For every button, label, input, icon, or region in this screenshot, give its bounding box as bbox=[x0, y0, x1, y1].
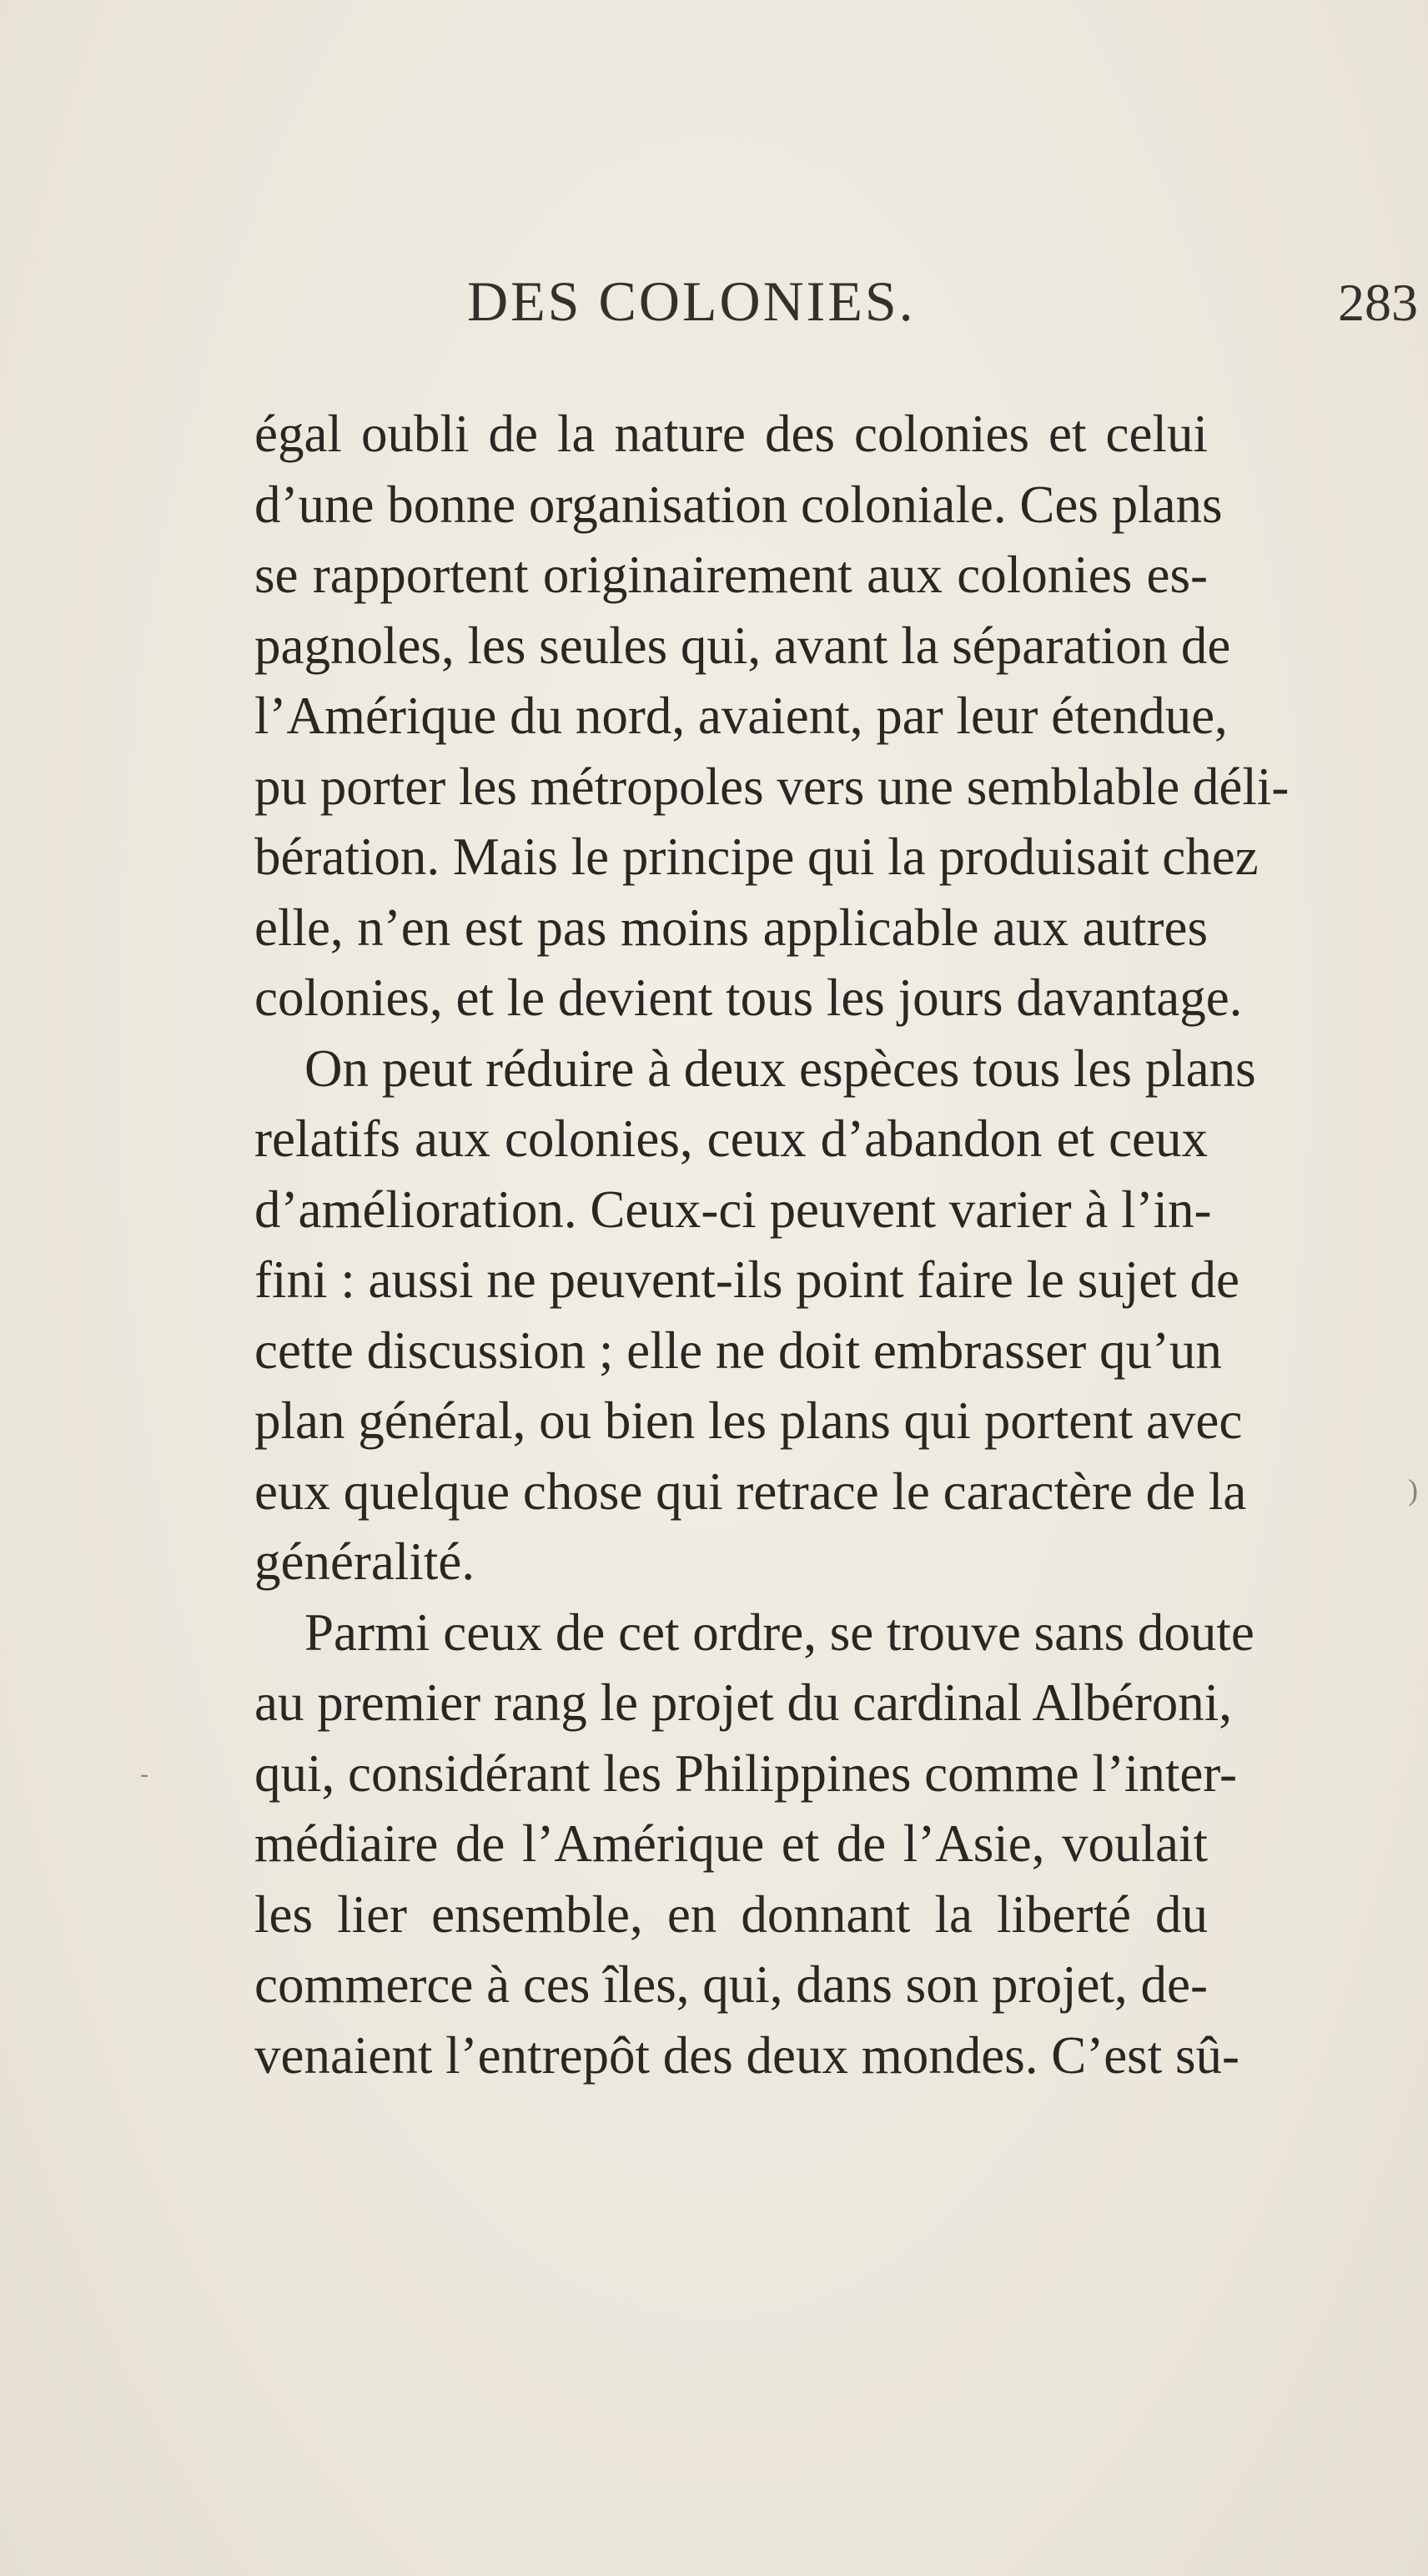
text-line: médiaire de l’Amérique et de l’Asie, voulait bbox=[254, 1814, 1208, 1873]
text-line: égal oubli de la nature des colonies et celui bbox=[254, 405, 1208, 463]
text-line: elle, n’en est pas moins applicable aux autres bbox=[254, 898, 1208, 957]
text-line: eux quelque chose qui retrace le caractère de la bbox=[254, 1462, 1247, 1521]
running-head bbox=[467, 269, 1428, 344]
paper-blemish: - bbox=[140, 1760, 148, 1788]
text-line: plan général, ou bien les plans qui portent avec bbox=[254, 1391, 1243, 1450]
paragraph-end-line: colonies, et le devient tous les jours davantage. bbox=[254, 969, 1243, 1027]
text-line: fini : aussi ne peuvent-ils point faire le sujet de bbox=[254, 1250, 1239, 1309]
text-line: relatifs aux colonies, ceux d’abandon et ceux bbox=[254, 1109, 1208, 1168]
page-number: 283 bbox=[1338, 273, 1418, 332]
text-line: au premier rang le projet du cardinal Albéroni, bbox=[254, 1673, 1233, 1732]
text-line: venaient l’entrepôt des deux mondes. C’est sû- bbox=[254, 2025, 1239, 2085]
text-line: l’Amérique du nord, avaient, par leur étendue, bbox=[254, 687, 1228, 745]
paragraph-start-line: On peut réduire à deux espèces tous les plans bbox=[304, 1039, 1256, 1098]
text-line: pagnoles, les seules qui, avant la séparation de bbox=[254, 616, 1231, 675]
text-line: commerce à ces îles, qui, dans son projet, de- bbox=[254, 1955, 1208, 2014]
text-line: d’amélioration. Ceux-ci peuvent varier à l’in- bbox=[254, 1180, 1212, 1239]
running-title: DES COLONIES. bbox=[467, 269, 916, 333]
body-text bbox=[254, 399, 1290, 2090]
text-line: les lier ensemble, en donnant la liberté du bbox=[254, 1884, 1208, 1944]
paragraph-start-line: Parmi ceux de cet ordre, se trouve sans doute bbox=[304, 1602, 1255, 1662]
text-line: cette discussion ; elle ne doit embrasser qu’un bbox=[254, 1321, 1222, 1380]
text-line: pu porter les métropoles vers une semblable déli- bbox=[254, 757, 1290, 816]
text-line: d’une bonne organisation coloniale. Ces plans bbox=[254, 475, 1223, 534]
text-line: qui, considérant les Philippines comme l’inter- bbox=[254, 1743, 1237, 1803]
text-line: bération. Mais le principe qui la produisait chez bbox=[254, 828, 1259, 886]
paper-blemish: ) bbox=[1408, 1473, 1418, 1507]
text-line: se rapportent originairement aux colonies es- bbox=[254, 546, 1208, 604]
paragraph-end-line: généralité. bbox=[254, 1532, 475, 1591]
